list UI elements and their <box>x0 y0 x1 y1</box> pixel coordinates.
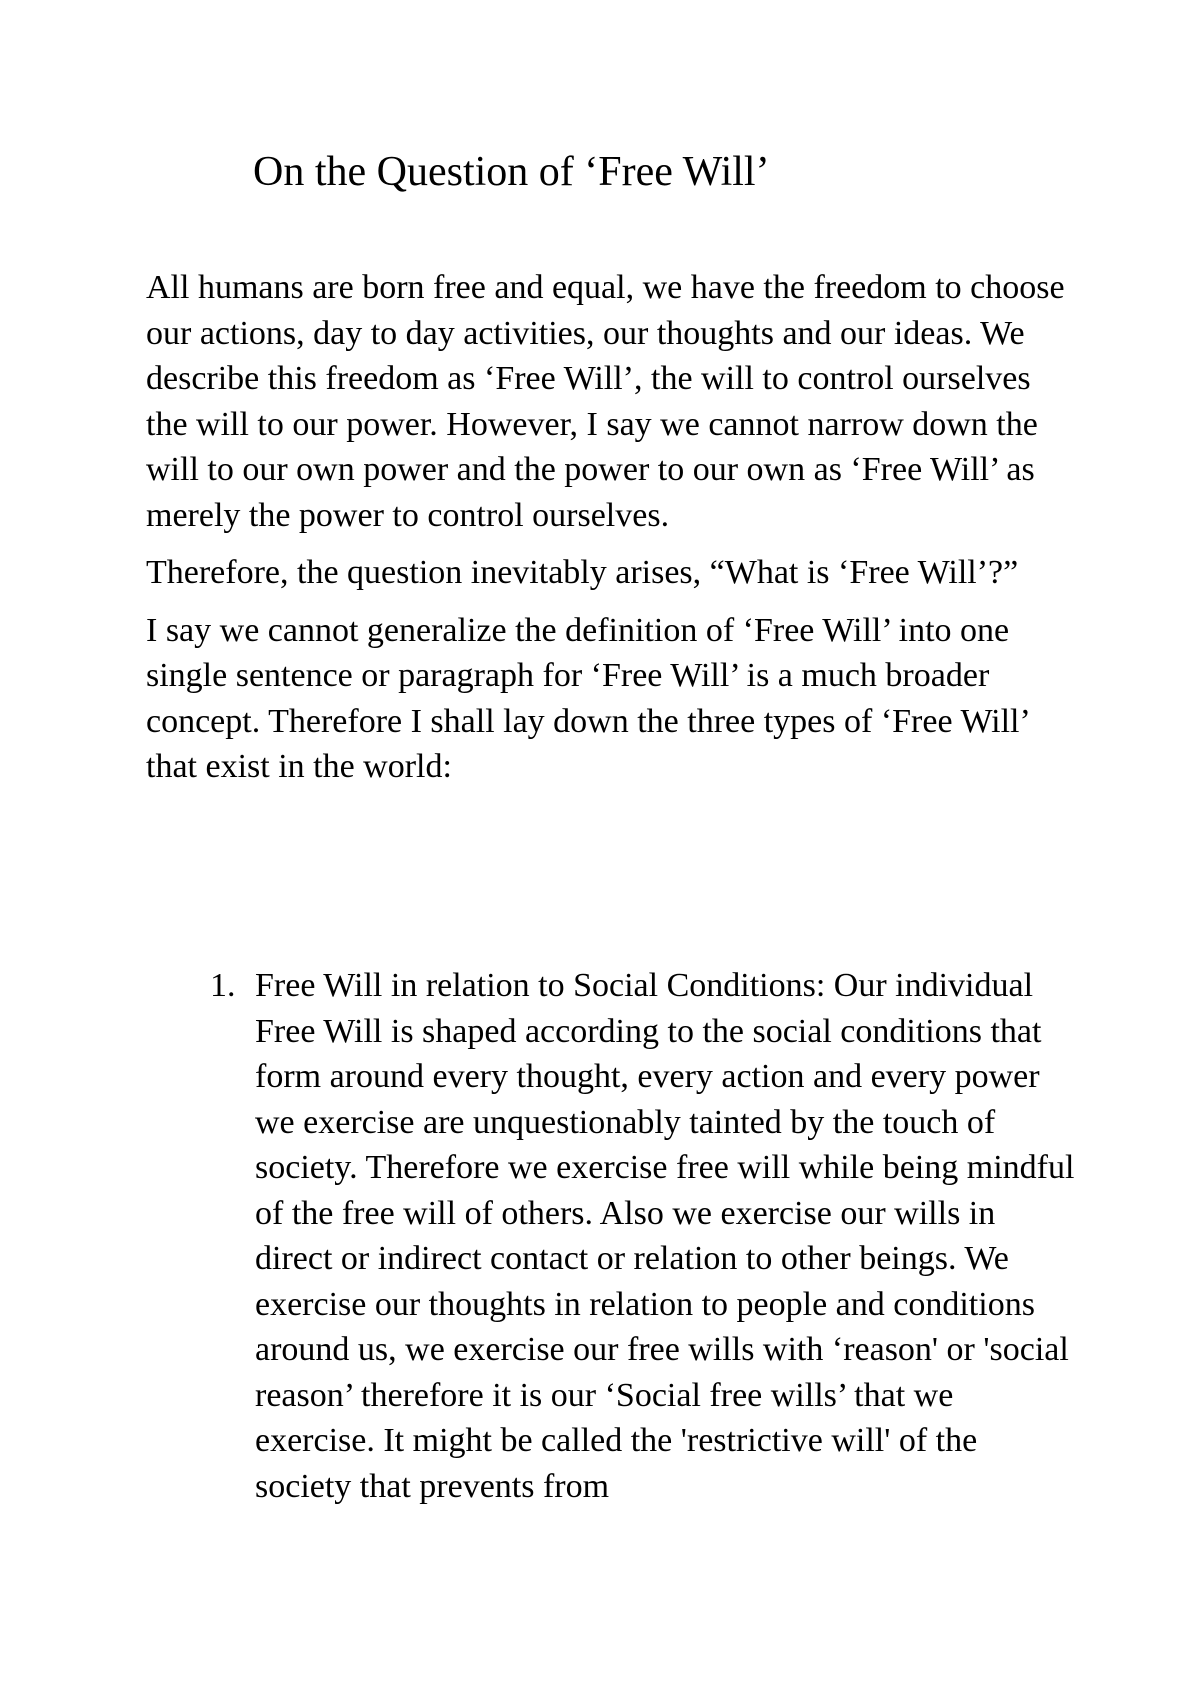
list-item-number: 1. <box>210 967 236 1004</box>
free-will-types-list <box>210 963 1080 1509</box>
document-body <box>146 265 1066 802</box>
paragraph-question: Therefore, the question inevitably arises, “What is ‘Free Will’?” <box>146 554 1019 591</box>
paragraph-definition: I say we cannot generalize the definition of ‘Free Will’ into one single sentence or paragraph for ‘Free Will’ is a much broader concept. Therefore I shall lay down the three types of ‘Free Will’ that exist in the world: <box>146 611 1029 785</box>
document-title: On the Question of ‘Free Will’ <box>253 149 770 195</box>
list-item-text: Free Will in relation to Social Conditions: Our individual Free Will is shaped according to the social conditions that form around every thought, every action and every power we exercise are unquestionably tainted by the touch of society. Therefore we exercise free will while being mindful of the free will of others. Also we exercise our wills in direct or indirect contact or relation to other beings. We exercise our thoughts in relation to people and conditions around us, we exercise our free wills with ‘reason' or 'social reason’ therefore it is our ‘Social free wills’ that we exercise. It might be called the 'restrictive will' of the society that prevents from <box>255 967 1075 1505</box>
list-item <box>210 963 1080 1509</box>
paragraph-intro: All humans are born free and equal, we have the freedom to choose our actions, day to day activities, our thoughts and our ideas. We describe this freedom as ‘Free Will’, the will to control ourselves the will to our power. However, I say we cannot narrow down the will to our own power and the power to our own as ‘Free Will’ as merely the power to control ourselves. <box>146 269 1065 534</box>
